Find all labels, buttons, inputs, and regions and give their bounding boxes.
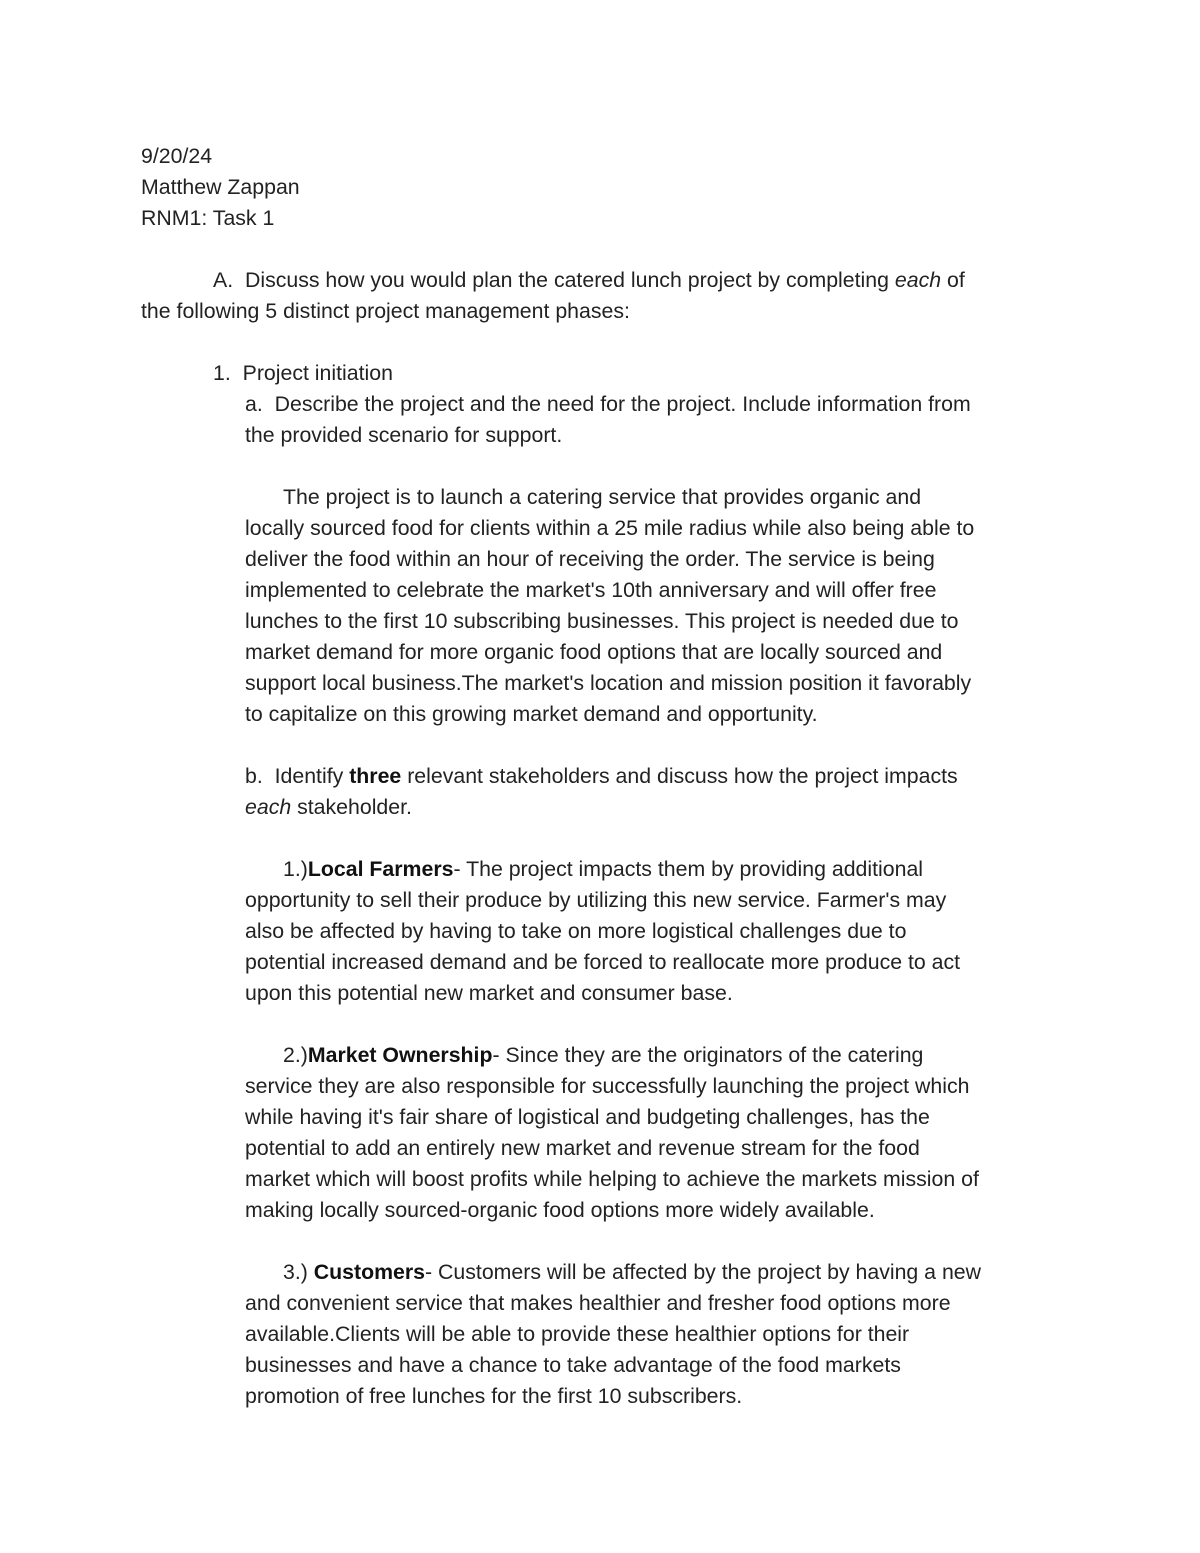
item-b-line-2 (245, 792, 412, 823)
item-b-line-2-text: stakeholder. (291, 795, 412, 819)
answer-a-line: locally sourced food for clients within a 25 mile radius while also being able to (245, 516, 975, 540)
stakeholder-prefix: 2.) (283, 1043, 308, 1067)
item-a-line-1 (245, 389, 971, 420)
answer-a-line: to capitalize on this growing market demand and opportunity. (245, 702, 818, 726)
answer-a-line: market demand for more organic food options that are locally sourced and (245, 640, 943, 664)
phase-1-heading (213, 358, 393, 389)
question-a-emphasis: each (894, 268, 942, 292)
item-b-line-1 (245, 761, 958, 792)
stakeholder-2-first-line (283, 1040, 923, 1071)
item-b-text-post: relevant stakeholders and discuss how the project impacts (401, 764, 958, 788)
author-name: Matthew Zappan (141, 175, 300, 199)
stakeholder-2-line: potential to add an entirely new market and revenue stream for the food (245, 1136, 920, 1160)
stakeholder-2-line: market which will boost profits while helping to achieve the markets mission of (245, 1167, 979, 1191)
stakeholder-name: Local Farmers (307, 857, 454, 881)
stakeholder-1-first-line (283, 854, 923, 885)
answer-a-line: deliver the food within an hour of receiving the order. The service is being (245, 547, 935, 571)
answer-a-line: implemented to celebrate the market's 10th anniversary and will offer free (245, 578, 937, 602)
question-a-line-1 (213, 265, 965, 296)
stakeholder-text: - Since they are the originators of the catering (492, 1043, 924, 1067)
item-b-bold: three (349, 764, 402, 788)
stakeholder-text: - The project impacts them by providing additional (453, 857, 924, 881)
answer-a-line: lunches to the first 10 subscribing businesses. This project is needed due to (245, 609, 959, 633)
item-a-prompt: Describe the project and the need for the project. Include information from (274, 392, 971, 416)
stakeholder-3-line: and convenient service that makes healthier and fresher food options more (245, 1291, 951, 1315)
phase-1-number: 1. (213, 361, 231, 385)
answer-a-line: The project is to launch a catering service that provides organic and (283, 485, 922, 509)
stakeholder-prefix: 3.) (283, 1260, 314, 1284)
item-a-line-2: the provided scenario for support. (245, 423, 563, 447)
question-a-text-pre: Discuss how you would plan the catered lunch project by completing (244, 268, 895, 292)
stakeholder-3-line: available.Clients will be able to provide these healthier options for their (245, 1322, 910, 1346)
stakeholder-2-line: while having it's fair share of logistical and budgeting challenges, has the (245, 1105, 930, 1129)
question-a-marker: A. (213, 268, 234, 292)
document-date: 9/20/24 (141, 144, 213, 168)
stakeholder-2-line: making locally sourced-organic food options more widely available. (245, 1198, 875, 1222)
item-b-text-pre: Identify (274, 764, 350, 788)
question-a-line-2: the following 5 distinct project management phases: (141, 299, 630, 323)
stakeholder-name: Market Ownership (307, 1043, 493, 1067)
item-a-marker: a. (245, 392, 263, 416)
question-a-text-post: of (941, 268, 965, 292)
stakeholder-3-line: businesses and have a chance to take advantage of the food markets (245, 1353, 901, 1377)
stakeholder-2-line: service they are also responsible for successfully launching the project which (245, 1074, 970, 1098)
stakeholder-1-line: also be affected by having to take on more logistical challenges due to (245, 919, 907, 943)
phase-1-title: Project initiation (242, 361, 393, 385)
task-title: RNM1: Task 1 (141, 206, 275, 230)
stakeholder-prefix: 1.) (283, 857, 308, 881)
item-b-marker: b. (245, 764, 263, 788)
answer-a-line: support local business.The market's location and mission position it favorably (245, 671, 972, 695)
item-b-emphasis: each (245, 795, 292, 819)
stakeholder-text: - Customers will be affected by the project by having a new (425, 1260, 982, 1284)
stakeholder-1-line: opportunity to sell their produce by utilizing this new service. Farmer's may (245, 888, 947, 912)
stakeholder-1-line: potential increased demand and be forced to reallocate more produce to act (245, 950, 961, 974)
stakeholder-1-line: upon this potential new market and consumer base. (245, 981, 733, 1005)
stakeholder-3-first-line (283, 1257, 981, 1288)
stakeholder-3-line: promotion of free lunches for the first 10 subscribers. (245, 1384, 743, 1408)
stakeholder-name: Customers (313, 1260, 426, 1284)
